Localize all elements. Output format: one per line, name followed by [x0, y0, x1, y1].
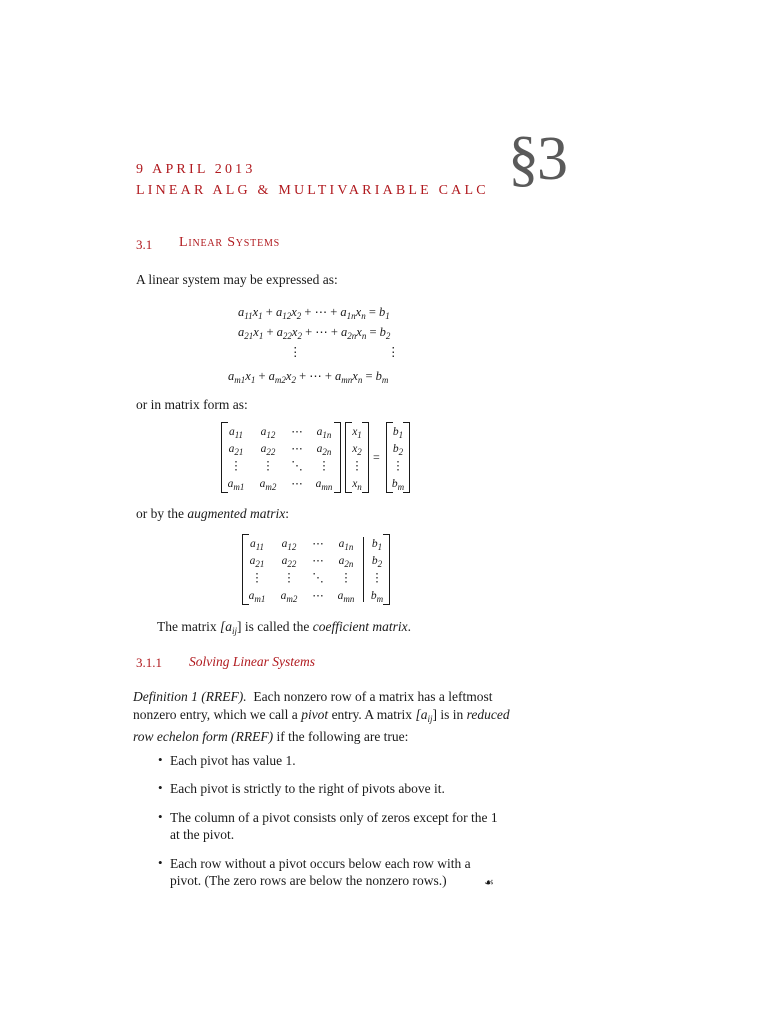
- list-item: Each row without a pivot occurs below each row with a pivot. (The zero rows are below the nonzero rows.): [170, 856, 471, 888]
- matrix-close: ]: [432, 707, 437, 722]
- coef-mid: is called the: [241, 619, 313, 634]
- bullet-marker: •: [158, 809, 163, 824]
- definition-text-3: is in: [436, 707, 467, 722]
- subsection-number: 3.1.1: [136, 655, 162, 670]
- end-mark-icon: ☙: [484, 877, 494, 889]
- definition-text-2: entry. A matrix: [328, 707, 416, 722]
- definition-rref: [133, 688, 518, 746]
- augment-divider: [363, 537, 364, 602]
- list-item: Each pivot has value 1.: [170, 753, 296, 768]
- coef-symbol: [a: [219, 619, 232, 634]
- bullet-marker: •: [158, 855, 163, 870]
- coefficient-matrix-term: coefficient matrix: [312, 619, 408, 634]
- subsection-title: Solving Linear Systems: [189, 654, 315, 669]
- bullet-marker: •: [158, 780, 163, 795]
- coef-subscript: ij: [232, 626, 238, 636]
- course-header: LINEAR ALG & MULTIVARIABLE CALC: [136, 183, 489, 198]
- intro-paragraph: A linear system may be expressed as:: [136, 272, 338, 287]
- chapter-mark: §3: [508, 125, 566, 193]
- definition-text-4: if the following are true:: [273, 729, 409, 744]
- equation-system: [220, 300, 420, 385]
- equals-sign: =: [373, 450, 380, 464]
- bullet-marker: •: [158, 752, 163, 767]
- matrix-form-intro: or in matrix form as:: [136, 397, 248, 412]
- rref-term: reduced row echelon form (RREF): [133, 707, 510, 744]
- list-item: The column of a pivot consists only of zeros except for the 1 at the pivot.: [170, 810, 498, 842]
- pivot-term: pivot: [301, 707, 329, 722]
- equation-vdots-left: ⋮: [289, 345, 302, 359]
- variable-vector: $x_1$ $x_2$ ⋮ $x_n$: [345, 422, 369, 493]
- equation-row-2: $a_{21}x_1 + a_{22}x_2$ + ⋯ + $a_{2n}x_n = b_2$: [238, 325, 391, 341]
- equation-row-1: $a_{11}x_1 + a_{12}x_2$ + ⋯ + $a_{1n}x_n = b_1$: [238, 305, 390, 321]
- matrix-subscript: ij: [427, 714, 433, 724]
- coefficient-matrix-sentence: [157, 618, 411, 640]
- equation-vdots-right: ⋮: [387, 345, 400, 359]
- equation-row-m: $a_{m1}x_1 + a_{m2}x_2$ + ⋯ + $a_{mn}x_n = b_m$: [228, 369, 389, 385]
- augmented-intro-suffix: :: [285, 506, 289, 521]
- date-header: 9 APRIL 2013: [136, 162, 256, 177]
- coef-end: .: [407, 619, 411, 634]
- augmented-intro: [136, 505, 289, 523]
- coefficient-matrix: $a_{11}$ $a_{12}$ ⋯ $a_{1n}$ $a_{21}$ $a_{22}$ ⋯ $a_{2n}$ ⋮ ⋮ ⋱ ⋮ $a_{m1}$ $a_{m2}$ ⋯ $a_{mn}$: [221, 422, 341, 493]
- definition-text-1: Each nonzero row of a matrix has a leftmost nonzero entry, which we call a: [133, 689, 493, 722]
- coef-close: ]: [237, 619, 242, 634]
- coef-prefix: The matrix: [157, 619, 220, 634]
- list-item: Each pivot is strictly to the right of pivots above it.: [170, 781, 445, 796]
- augmented-matrix-term: augmented matrix: [187, 506, 286, 521]
- definition-label: Definition 1 (RREF).: [133, 689, 247, 704]
- matrix-symbol: [a: [415, 707, 428, 722]
- section-title: Linear Systems: [179, 235, 281, 250]
- augmented-intro-prefix: or by the: [136, 506, 188, 521]
- section-number: 3.1: [136, 237, 153, 252]
- augmented-matrix: $a_{11}$ $a_{12}$ ⋯ $a_{1n}$ $b_1$ $a_{21}$ $a_{22}$ ⋯ $a_{2n}$ $b_2$ ⋮ ⋮ ⋱ ⋮ ⋮ $a_{m1}$ $a_{m2}$ ⋯ $a_{mn}$ $b_m$: [242, 534, 390, 605]
- constant-vector: $b_1$ $b_2$ ⋮ $b_m$: [386, 422, 410, 493]
